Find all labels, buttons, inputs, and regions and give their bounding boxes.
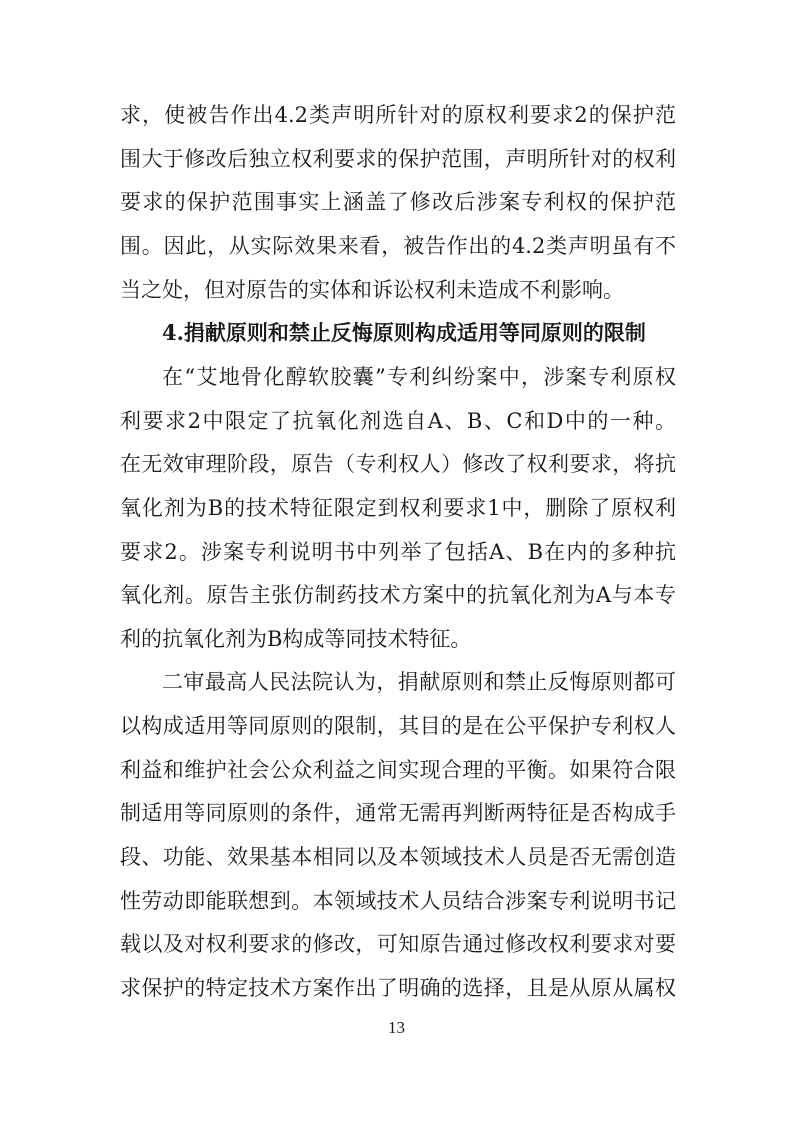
body-line: 氧化剂。原告主张仿制药技术方案中的抗氧化剂为A与本专	[120, 583, 676, 607]
body-line: 利益和维护社会公众利益之间实现合理的平衡。如果符合限	[120, 758, 676, 782]
body-line: 在无效审理阶段，原告（专利权人）修改了权利要求，将抗	[120, 452, 676, 476]
body-line: 要求的保护范围事实上涵盖了修改后涉案专利权的保护范	[120, 190, 676, 214]
section-heading: 4.捐献原则和禁止反悔原则构成适用等同原则的限制	[162, 320, 646, 345]
body-line: 以构成适用等同原则的限制，其目的是在公平保护专利权人	[120, 714, 676, 738]
body-line: 段、功能、效果基本相同以及本领域技术人员是否无需创造	[120, 845, 676, 869]
body-line: 利的抗氧化剂为B构成等同技术特征。	[120, 627, 472, 651]
body-line: 要求2。涉案专利说明书中列举了包括A、B在内的多种抗	[120, 540, 676, 564]
body-line: 求，使被告作出4.2类声明所针对的原权利要求2的保护范	[120, 103, 676, 127]
body-line: 当之处，但对原告的实体和诉讼权利未造成不利影响。	[120, 278, 624, 302]
paragraph-first-line: 在“艾地骨化醇软胶囊”专利纠纷案中，涉案专利原权	[162, 365, 676, 389]
paragraph-first-line: 二审最高人民法院认为，捐献原则和禁止反悔原则都可	[162, 670, 676, 694]
body-line: 性劳动即能联想到。本领域技术人员结合涉案专利说明书记	[120, 889, 676, 913]
body-line: 氧化剂为B的技术特征限定到权利要求1中，删除了原权利	[120, 496, 676, 520]
page-number: 13	[388, 1018, 405, 1037]
body-line: 求保护的特定技术方案作出了明确的选择，且是从原从属权	[120, 976, 676, 1000]
body-line: 载以及对权利要求的修改，可知原告通过修改权利要求对要	[120, 932, 676, 956]
body-line: 制适用等同原则的条件，通常无需再判断两特征是否构成手	[120, 801, 676, 825]
body-line: 围大于修改后独立权利要求的保护范围，声明所针对的权利	[120, 147, 676, 171]
body-line: 围。因此，从实际效果来看，被告作出的4.2类声明虽有不	[120, 234, 676, 258]
body-line: 利要求2中限定了抗氧化剂选自A、B、C和D中的一种。	[120, 409, 676, 433]
